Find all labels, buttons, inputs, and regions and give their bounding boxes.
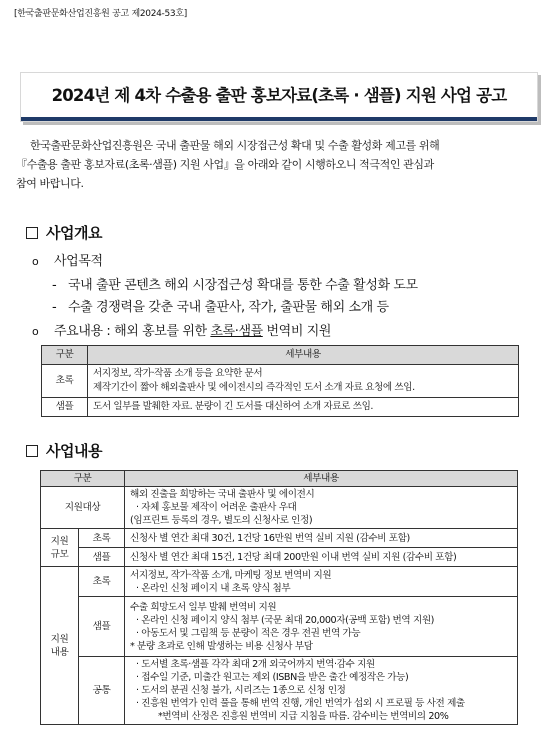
row-details: 신청사 별 연간 최대 30건, 1건당 16만원 번역 실비 지원 (감수비 포함) [125, 529, 518, 548]
circle-bullet-icon: o [32, 325, 39, 338]
table-row [41, 567, 518, 597]
row-label: 샘플 [42, 398, 88, 417]
square-bullet-icon [26, 227, 38, 239]
detail-line: 제작기간이 짧아 해외출판사 및 에이전시의 즉각적인 도서 소개 자료 요청에 쓰임. [93, 382, 415, 393]
detail-line: · 진흥원 번역가 인력 풀을 통해 번역 진행, 개인 번역가 섭외 시 프로필 등 사전 제출 [136, 698, 465, 709]
detail-line: 서지정보, 작가·작품 소개, 마케팅 정보 번역비 지원 [130, 569, 332, 581]
detail-line: 도서 일부를 발췌한 자료. 분량이 긴 도서를 대신하여 소개 자료로 쓰임. [93, 401, 374, 412]
main-content-underlined: 초록·샘플 [210, 324, 263, 339]
intro-line: 『수출용 출판 홍보자료(초록·샘플) 지원 사업』을 아래와 같이 시행하오니 적극적인 관심과 [16, 158, 434, 171]
intro-line: 참여 바랍니다. [16, 177, 84, 190]
row-details [88, 365, 519, 398]
table-row [42, 398, 519, 417]
row-group-label: 지원 내용 [41, 567, 79, 725]
section-heading-overview [26, 222, 102, 243]
detail-line: · 온라인 신청 페이지 양식 첨부 (국문 최대 20,000자(공백 포함) 번역 지원) [136, 614, 435, 626]
detail-line: · 온라인 신청 페이지 내 초록 양식 첨부 [136, 582, 291, 594]
row-group-label: 지원 규모 [41, 529, 79, 567]
overview-table [41, 345, 519, 417]
main-content-item [32, 320, 331, 339]
table-row [41, 487, 518, 529]
row-label: 샘플 [79, 597, 125, 657]
square-bullet-icon [26, 445, 38, 457]
row-details [88, 398, 519, 417]
row-label: 초록 [42, 365, 88, 398]
detail-line: 해외 진출을 희망하는 국내 출판사 및 에이전시 [130, 489, 315, 500]
content-table [40, 470, 518, 725]
row-label: 초록 [79, 529, 125, 548]
circle-bullet-icon: o [32, 255, 39, 268]
purpose-subitem-text: 수출 경쟁력을 갖춘 국내 출판사, 작가, 출판물 해외 소개 등 [68, 300, 389, 315]
row-details: 신청사 별 연간 최대 15건, 1건당 최대 200만원 이내 번역 실비 지원 (감수비 포함) [125, 548, 518, 567]
row-label: 공통 [79, 657, 125, 725]
row-label: 초록 [79, 567, 125, 597]
notice-number: [한국출판문화산업진흥원 공고 제2024-53호] [14, 9, 187, 19]
table-row [41, 597, 518, 657]
table-header-details: 세부내용 [125, 471, 518, 487]
dash-bullet-icon: - [52, 278, 57, 293]
row-details [125, 657, 518, 725]
detail-line: *번역비 산정은 진흥원 번역비 지급 지침을 따름. 감수비는 번역비의 20% [158, 711, 449, 722]
purpose-subitem [52, 296, 389, 315]
section-heading-content [26, 440, 102, 461]
purpose-label: 사업목적 [54, 254, 103, 269]
row-label: 지원대상 [41, 487, 125, 529]
purpose-subitem-text: 국내 출판 콘텐츠 해외 시장접근성 확대를 통한 수출 활성화 도모 [68, 278, 418, 293]
row-label: 샘플 [79, 548, 125, 567]
detail-line: 수출 희망도서 일부 발췌 번역비 지원 [130, 601, 277, 613]
page-title: 2024년 제 4차 수출용 출판 홍보자료(초록 · 샘플) 지원 사업 공고 [51, 86, 507, 105]
detail-line: · 접수일 기준, 미출간 원고는 제외 (ISBN을 받은 출간 예정작은 가능) [136, 672, 409, 683]
detail-line: · 도서의 분권 신청 불가, 시리즈는 1종으로 신청 인정 [136, 685, 346, 696]
table-header-details: 세부내용 [88, 346, 519, 365]
main-content-text: 번역비 지원 [262, 324, 332, 339]
detail-line: · 아동도서 및 그림책 등 분량이 적은 경우 전권 번역 가능 [136, 627, 361, 639]
row-details [125, 487, 518, 529]
row-details [125, 567, 518, 597]
detail-line: * 분량 초과로 인해 발생하는 비용 신청사 부담 [130, 640, 313, 652]
section-heading-text: 사업개요 [46, 224, 102, 242]
table-row [41, 529, 518, 548]
detail-line: (임프린트 등록의 경우, 별도의 신청사로 인정) [130, 515, 313, 526]
detail-line: 서지정보, 작가·작품 소개 등을 요약한 문서 [93, 368, 263, 379]
detail-line: · 도서별 초록·샘플 각각 최대 2개 외국어까지 번역·감수 지원 [136, 659, 375, 670]
purpose-subitem [52, 274, 418, 293]
section-heading-text: 사업내용 [46, 442, 102, 460]
title-box [20, 72, 538, 122]
dash-bullet-icon: - [52, 300, 57, 315]
detail-line: · 자체 홍보물 제작이 어려운 출판사 우대 [136, 502, 297, 513]
table-row [42, 365, 519, 398]
table-row [41, 657, 518, 725]
intro-paragraph [16, 136, 544, 193]
main-content-text: 주요내용 : 해외 홍보를 위한 [54, 324, 211, 339]
purpose-item [32, 250, 103, 269]
table-header-category: 구분 [42, 346, 88, 365]
intro-line: 한국출판문화산업진흥원은 국내 출판물 해외 시장접근성 확대 및 수출 활성화 제고를 위해 [30, 139, 440, 152]
table-row [41, 548, 518, 567]
table-header-category: 구분 [41, 471, 125, 487]
row-details [125, 597, 518, 657]
